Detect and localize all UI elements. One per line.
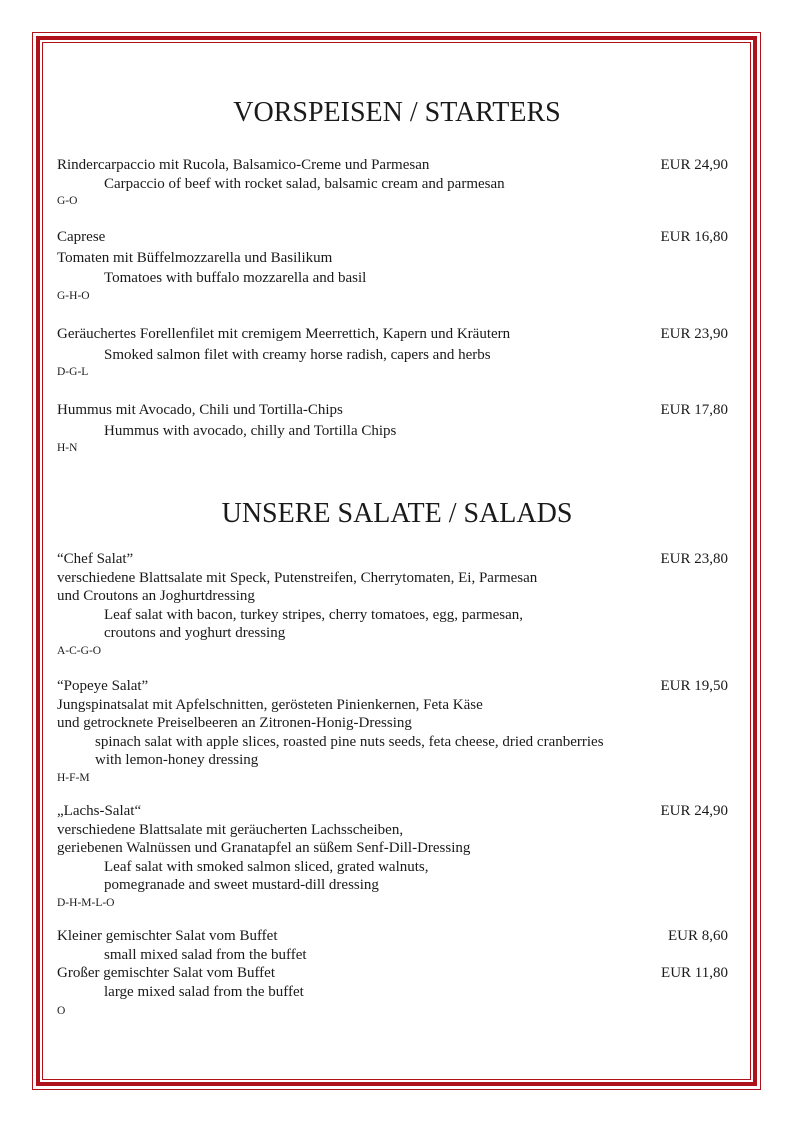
menu-item <box>57 677 728 786</box>
item-name: “Popeye Salat” EUR 19,50 <box>57 678 728 694</box>
item-name-de: Rindercarpaccio mit Rucola, Balsamico-Creme und Parmesan EUR 24,90 <box>57 157 728 173</box>
item-description-en: Leaf salat with bacon, turkey stripes, cherry tomatoes, egg, parmesan, <box>104 606 524 623</box>
item-description-en: large mixed salad from the buffet <box>104 983 304 1000</box>
item-description-en: with lemon-honey dressing <box>95 752 259 768</box>
item-description-de: verschiedene Blattsalate mit geräucherten Lachsscheiben, <box>57 821 404 838</box>
item-name-de: Hummus mit Avocado, Chili und Tortilla-Chips EUR 17,80 <box>57 402 728 418</box>
item-description-en: small mixed salad from the buffet <box>104 946 307 963</box>
menu-item <box>57 550 728 659</box>
menu-item <box>57 401 728 456</box>
item-price: EUR 16,80 <box>660 229 728 245</box>
item-description-de: geriebenen Walnüssen und Granatapfel an süßem Senf-Dill-Dressing <box>57 840 471 856</box>
item-price: EUR 11,80 <box>661 965 728 981</box>
item-price: EUR 23,90 <box>660 326 728 342</box>
starters-heading: VORSPEISEN / STARTERS <box>233 97 561 128</box>
item-name-de: Großer gemischter Salat vom Buffet EUR 11,80 <box>57 965 728 981</box>
item-description-en: Smoked salmon filet with creamy horse radish, capers and herbs <box>104 346 491 363</box>
item-name: „Lachs-Salat“ EUR 24,90 <box>57 803 728 819</box>
item-allergens: A-C-G-O <box>57 644 102 657</box>
item-price: EUR 8,60 <box>668 928 728 944</box>
item-allergens: H-N <box>57 442 78 454</box>
item-price: EUR 17,80 <box>660 402 728 418</box>
item-description-en: pomegranade and sweet mustard-dill dressing <box>104 877 379 893</box>
item-price: EUR 24,90 <box>660 157 728 173</box>
item-description-en: Carpaccio of beef with rocket salad, balsamic cream and parmesan <box>104 175 505 192</box>
item-name: “Chef Salat” EUR 23,80 <box>57 551 728 567</box>
item-allergens: O <box>57 1005 66 1017</box>
item-allergens: D-G-L <box>57 366 89 378</box>
item-description-de: verschiedene Blattsalate mit Speck, Putenstreifen, Cherrytomaten, Ei, Parmesan <box>57 569 538 586</box>
menu-item <box>57 927 728 964</box>
menu-item <box>57 228 728 304</box>
item-description-de: Jungspinatsalat mit Apfelschnitten, gerösteten Pinienkernen, Feta Käse <box>57 696 483 713</box>
item-price: EUR 24,90 <box>660 803 728 819</box>
item-description-en: spinach salat with apple slices, roasted pine nuts seeds, feta cheese, dried cranberries <box>95 733 604 750</box>
item-allergens: H-F-M <box>57 771 90 784</box>
item-description-en: Leaf salat with smoked salmon sliced, grated walnuts, <box>104 858 429 875</box>
item-allergens: G-O <box>57 195 78 207</box>
salads-heading: UNSERE SALATE / SALADS <box>221 498 573 529</box>
menu-item <box>57 156 728 209</box>
menu-item <box>57 325 728 380</box>
menu-item <box>57 802 728 911</box>
item-name: Caprese EUR 16,80 <box>57 229 728 245</box>
item-price: EUR 23,80 <box>660 551 728 567</box>
item-description-en: Tomatoes with buffalo mozzarella and basil <box>104 270 367 286</box>
item-name-de: Kleiner gemischter Salat vom Buffet EUR 8,60 <box>57 928 728 944</box>
item-description-de: und getrocknete Preiselbeeren an Zitronen-Honig-Dressing <box>57 715 412 731</box>
item-name-de: Geräuchertes Forellenfilet mit cremigem Meerrettich, Kapern und Kräutern EUR 23,90 <box>57 326 728 342</box>
item-description-en: Hummus with avocado, chilly and Tortilla Chips <box>104 422 397 439</box>
item-allergens: D-H-M-L-O <box>57 896 115 909</box>
item-description-de: und Croutons an Joghurtdressing <box>57 588 255 604</box>
item-price: EUR 19,50 <box>660 678 728 694</box>
menu-item <box>57 964 728 1019</box>
item-description-en: croutons and yoghurt dressing <box>104 625 286 641</box>
item-description-de: Tomaten mit Büffelmozzarella und Basilikum <box>57 249 333 266</box>
item-allergens: G-H-O <box>57 289 90 302</box>
